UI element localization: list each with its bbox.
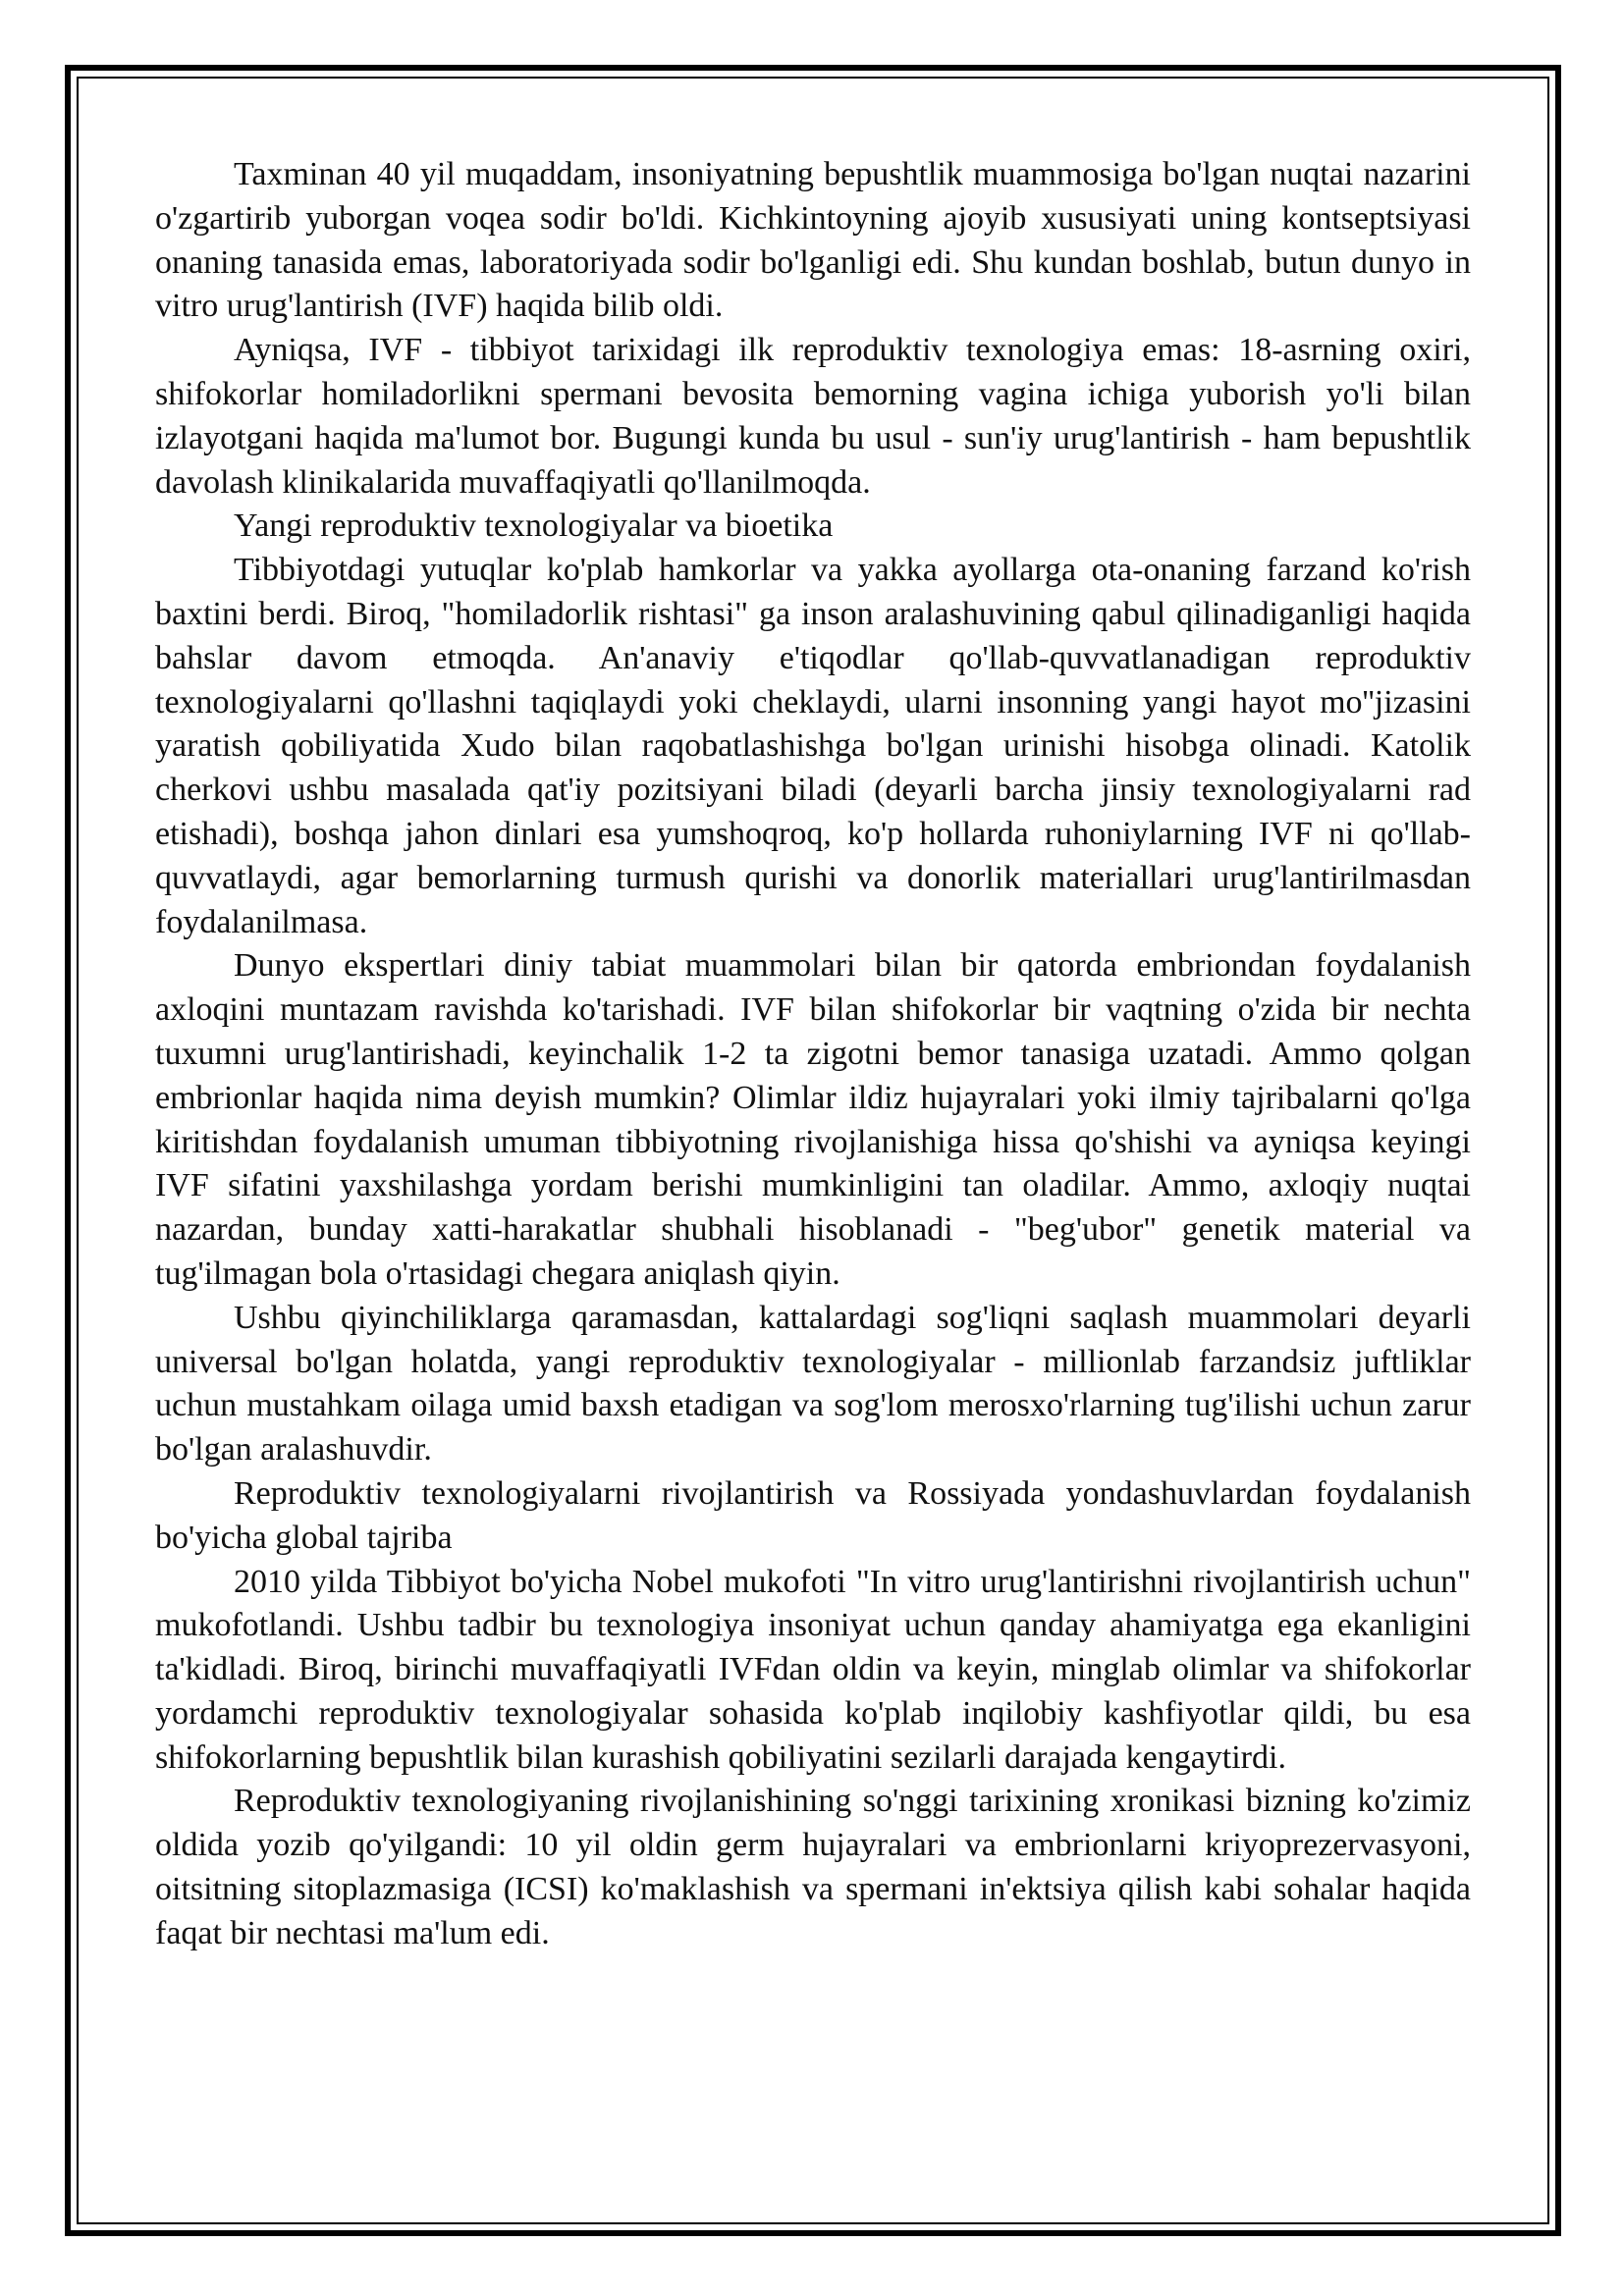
paragraph-1: Taxminan 40 yil muqaddam, insoniyatning bepushtlik muammosiga bo'lgan nuqtai nazarini o'zgartirib yuborgan voqea sodir bo'ldi. Kichkintoyning ajoyib xususiyati uning kontseptsiyasi onaning tanasida emas, laboratoriyada sodir bo'lganligi edi. Shu kundan boshlab, butun dunyo in vitro urug'lantirish (IVF) haqida bilib oldi. [155,156,1471,325]
paragraph-4: Dunyo ekspertlari diniy tabiat muammolari bilan bir qatorda embriondan foydalanish axloqini muntazam ravishda ko'tarishadi. IVF bilan shifokorlar bir vaqtning o'zida bir nechta tuxumni urug'lantirishadi, keyinchalik 1-2 ta zigotni bemor tanasiga uzatadi. Ammo qolgan embrionlar haqida nima deyish mumkin? Olimlar ildiz hujayralari yoki ilmiy tajribalarni qo'lga kiritishdan foydalanish umuman tibbiyotning rivojlanishiga hissa qo'shishi va ayniqsa keyingi IVF sifatini yaxshilashga yordam berishi mumkinligini tan oladilar. Ammo, axloqiy nuqtai nazardan, bunday xatti-harakatlar shubhali hisoblanadi - "beg'ubor" genetik material va tug'ilmagan bola o'rtasidagi chegara aniqlash qiyin. [155,947,1471,1292]
paragraph-6: 2010 yilda Tibbiyot bo'yicha Nobel mukofoti "In vitro urug'lantirishni rivojlantirish uchun" mukofotlandi. Ushbu tadbir bu texnologiya insoniyat uchun qanday ahamiyatga ega ekanligini ta'kidladi. Biroq, birinchi muvaffaqiyatli IVFdan oldin va keyin, minglab olimlar va shifokorlar yordamchi reproduktiv texnologiyalar sohasida ko'plab inqilobiy kashfiyotlar qildi, bu esa shifokorlarning bepushtlik bilan kurashish qobiliyatini sezilarli darajada kengaytirdi. [155,1563,1471,1776]
paragraph-7: Reproduktiv texnologiyaning rivojlanishining so'nggi tarixining xronikasi bizning ko'zimiz oldida yozib qo'yilgandi: 10 yil oldin germ hujayralari va embrionlarni kriyoprezervasyoni, oitsitning sitoplazmasiga (ICSI) ko'maklashish va spermani in'ektsiya qilish kabi sohalar haqida faqat bir nechtasi ma'lum edi. [155,1783,1471,1951]
paragraph-5: Ushbu qiyinchiliklarga qaramasdan, kattalardagi sog'liqni saqlash muammolari deyarli universal bo'lgan holatda, yangi reproduktiv texnologiyalar - millionlab farzandsiz juftliklar uchun mustahkam oilaga umid baxsh etadigan va sog'lom merosxo'rlarning tug'ilishi uchun zarur bo'lgan aralashuvdir. [155,1299,1471,1468]
paragraph-3: Tibbiyotdagi yutuqlar ko'plab hamkorlar va yakka ayollarga ota-onaning farzand ko'rish baxtini berdi. Biroq, "homiladorlik rishtasi" ga inson aralashuvining qabul qilinadiganligi haqida bahslar davom etmoqda. An'anaviy e'tiqodlar qo'llab-quvvatlanadigan reproduktiv texnologiyalarni qo'llashni taqiqlaydi yoki cheklaydi, ularni insonning yangi hayot mo''jizasini yaratish qobiliyatida Xudo bilan raqobatlashishga bo'lgan urinishi hisobga olinadi. Katolik cherkovi ushbu masalada qat'iy pozitsiyani biladi (deyarli barcha jinsiy texnologiyalarni rad etishadi), boshqa jahon dinlari esa yumshoqroq, ko'p hollarda ruhoniylarning IVF ni qo'llab-quvvatlaydi, agar bemorlarning turmush qurishi va donorlik materiallari urug'lantirilmasdan foydalanilmasa. [155,552,1471,940]
paragraph-2: Ayniqsa, IVF - tibbiyot tarixidagi ilk reproduktiv texnologiya emas: 18-asrning oxiri, shifokorlar homiladorlikni spermani bevosita bemorning vagina ichiga yuborish yo'li bilan izlayotgani haqida ma'lumot bor. Bugungi kunda bu usul - sun'iy urug'lantirish - ham bepushtlik davolash klinikalarida muvaffaqiyatli qo'llanilmoqda. [155,332,1471,501]
section-heading-global-experience: Reproduktiv texnologiyalarni rivojlantirish va Rossiyada yondashuvlardan foydalanish bo'yicha global tajriba [155,1474,1471,1556]
section-heading-bioethics: Yangi reproduktiv texnologiyalar va bioetika [234,507,834,545]
document-body [155,153,1471,1956]
